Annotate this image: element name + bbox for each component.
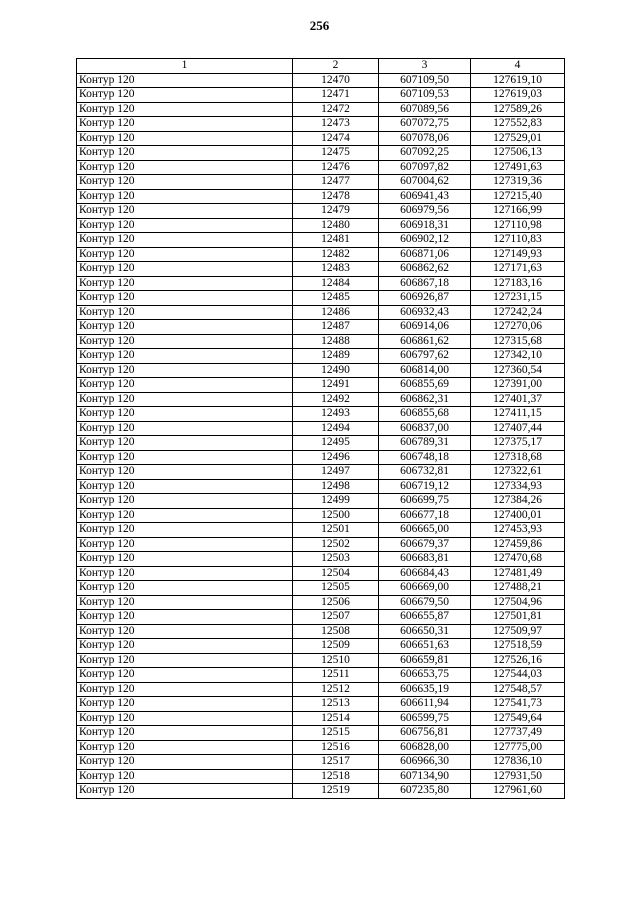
- point-number-cell: 12472: [293, 102, 379, 117]
- contour-name-cell: Контур 120: [77, 639, 293, 654]
- table-row: [77, 421, 565, 436]
- y-coordinate-cell: 127110,83: [471, 233, 565, 248]
- contour-name-cell: Контур 120: [77, 537, 293, 552]
- x-coordinate-cell: 607109,50: [379, 73, 471, 88]
- table-row: [77, 595, 565, 610]
- contour-name-cell: Контур 120: [77, 494, 293, 509]
- contour-name-cell: Контур 120: [77, 160, 293, 175]
- y-coordinate-cell: 127544,03: [471, 668, 565, 683]
- point-number-cell: 12515: [293, 726, 379, 741]
- contour-name-cell: Контур 120: [77, 436, 293, 451]
- point-number-cell: 12502: [293, 537, 379, 552]
- x-coordinate-cell: 606756,81: [379, 726, 471, 741]
- table-row: [77, 204, 565, 219]
- table-row: [77, 610, 565, 625]
- y-coordinate-cell: 127322,61: [471, 465, 565, 480]
- point-number-cell: 12500: [293, 508, 379, 523]
- table-body: [77, 73, 565, 798]
- x-coordinate-cell: 606855,68: [379, 407, 471, 422]
- y-coordinate-cell: 127149,93: [471, 247, 565, 262]
- contour-name-cell: Контур 120: [77, 726, 293, 741]
- contour-name-cell: Контур 120: [77, 117, 293, 132]
- x-coordinate-cell: 607089,56: [379, 102, 471, 117]
- y-coordinate-cell: 127166,99: [471, 204, 565, 219]
- point-number-cell: 12518: [293, 769, 379, 784]
- point-number-cell: 12489: [293, 349, 379, 364]
- contour-name-cell: Контур 120: [77, 479, 293, 494]
- table-row: [77, 131, 565, 146]
- table-row: [77, 436, 565, 451]
- table-row: [77, 175, 565, 190]
- point-number-cell: 12504: [293, 566, 379, 581]
- y-coordinate-cell: 127375,17: [471, 436, 565, 451]
- x-coordinate-cell: 606828,00: [379, 740, 471, 755]
- point-number-cell: 12508: [293, 624, 379, 639]
- x-coordinate-cell: 606837,00: [379, 421, 471, 436]
- x-coordinate-cell: 606655,87: [379, 610, 471, 625]
- contour-name-cell: Контур 120: [77, 146, 293, 161]
- point-number-cell: 12475: [293, 146, 379, 161]
- table-row: [77, 146, 565, 161]
- contour-name-cell: Контур 120: [77, 697, 293, 712]
- point-number-cell: 12480: [293, 218, 379, 233]
- point-number-cell: 12497: [293, 465, 379, 480]
- table-row: [77, 494, 565, 509]
- contour-name-cell: Контур 120: [77, 624, 293, 639]
- point-number-cell: 12496: [293, 450, 379, 465]
- contour-name-cell: Контур 120: [77, 175, 293, 190]
- table-row: [77, 276, 565, 291]
- point-number-cell: 12507: [293, 610, 379, 625]
- point-number-cell: 12511: [293, 668, 379, 683]
- x-coordinate-cell: 606679,37: [379, 537, 471, 552]
- y-coordinate-cell: 127529,01: [471, 131, 565, 146]
- y-coordinate-cell: 127509,97: [471, 624, 565, 639]
- contour-name-cell: Контур 120: [77, 610, 293, 625]
- y-coordinate-cell: 127318,68: [471, 450, 565, 465]
- point-number-cell: 12476: [293, 160, 379, 175]
- table-row: [77, 581, 565, 596]
- table-header-row: [77, 59, 565, 74]
- x-coordinate-cell: 606862,62: [379, 262, 471, 277]
- point-number-cell: 12479: [293, 204, 379, 219]
- y-coordinate-cell: 127488,21: [471, 581, 565, 596]
- contour-name-cell: Контур 120: [77, 711, 293, 726]
- x-coordinate-cell: 606669,00: [379, 581, 471, 596]
- point-number-cell: 12514: [293, 711, 379, 726]
- contour-name-cell: Контур 120: [77, 465, 293, 480]
- y-coordinate-cell: 127481,49: [471, 566, 565, 581]
- table-row: [77, 102, 565, 117]
- table-row: [77, 769, 565, 784]
- x-coordinate-cell: 607004,62: [379, 175, 471, 190]
- point-number-cell: 12470: [293, 73, 379, 88]
- contour-name-cell: Контур 120: [77, 276, 293, 291]
- contour-name-cell: Контур 120: [77, 581, 293, 596]
- contour-name-cell: Контур 120: [77, 320, 293, 335]
- contour-name-cell: Контур 120: [77, 769, 293, 784]
- point-number-cell: 12506: [293, 595, 379, 610]
- y-coordinate-cell: 127407,44: [471, 421, 565, 436]
- y-coordinate-cell: 127619,10: [471, 73, 565, 88]
- point-number-cell: 12484: [293, 276, 379, 291]
- y-coordinate-cell: 127526,16: [471, 653, 565, 668]
- table-row: [77, 552, 565, 567]
- table-row: [77, 160, 565, 175]
- y-coordinate-cell: 127401,37: [471, 392, 565, 407]
- y-coordinate-cell: 127619,03: [471, 88, 565, 103]
- table-row: [77, 508, 565, 523]
- point-number-cell: 12488: [293, 334, 379, 349]
- x-coordinate-cell: 606677,18: [379, 508, 471, 523]
- y-coordinate-cell: 127737,49: [471, 726, 565, 741]
- contour-name-cell: Контур 120: [77, 668, 293, 683]
- y-coordinate-cell: 127315,68: [471, 334, 565, 349]
- table-row: [77, 682, 565, 697]
- column-header-3: 3: [379, 59, 471, 74]
- contour-name-cell: Контур 120: [77, 740, 293, 755]
- table-row: [77, 334, 565, 349]
- table-row: [77, 537, 565, 552]
- point-number-cell: 12510: [293, 653, 379, 668]
- contour-name-cell: Контур 120: [77, 233, 293, 248]
- table-row: [77, 711, 565, 726]
- y-coordinate-cell: 127342,10: [471, 349, 565, 364]
- x-coordinate-cell: 606861,62: [379, 334, 471, 349]
- x-coordinate-cell: 606679,50: [379, 595, 471, 610]
- point-number-cell: 12494: [293, 421, 379, 436]
- point-number-cell: 12503: [293, 552, 379, 567]
- column-header-1: 1: [77, 59, 293, 74]
- x-coordinate-cell: 606814,00: [379, 363, 471, 378]
- x-coordinate-cell: 606683,81: [379, 552, 471, 567]
- x-coordinate-cell: 606797,62: [379, 349, 471, 364]
- column-header-2: 2: [293, 59, 379, 74]
- table-row: [77, 653, 565, 668]
- y-coordinate-cell: 127552,83: [471, 117, 565, 132]
- table-row: [77, 740, 565, 755]
- x-coordinate-cell: 606871,06: [379, 247, 471, 262]
- contour-name-cell: Контур 120: [77, 247, 293, 262]
- x-coordinate-cell: 606862,31: [379, 392, 471, 407]
- x-coordinate-cell: 606611,94: [379, 697, 471, 712]
- x-coordinate-cell: 606867,18: [379, 276, 471, 291]
- y-coordinate-cell: 127110,98: [471, 218, 565, 233]
- table-row: [77, 465, 565, 480]
- x-coordinate-cell: 606635,19: [379, 682, 471, 697]
- point-number-cell: 12493: [293, 407, 379, 422]
- y-coordinate-cell: 127453,93: [471, 523, 565, 538]
- contour-name-cell: Контур 120: [77, 653, 293, 668]
- table-row: [77, 392, 565, 407]
- y-coordinate-cell: 127961,60: [471, 784, 565, 799]
- y-coordinate-cell: 127391,00: [471, 378, 565, 393]
- x-coordinate-cell: 607092,25: [379, 146, 471, 161]
- x-coordinate-cell: 606789,31: [379, 436, 471, 451]
- contour-name-cell: Контур 120: [77, 378, 293, 393]
- x-coordinate-cell: 606684,43: [379, 566, 471, 581]
- y-coordinate-cell: 127400,01: [471, 508, 565, 523]
- y-coordinate-cell: 127548,57: [471, 682, 565, 697]
- point-number-cell: 12491: [293, 378, 379, 393]
- table-row: [77, 73, 565, 88]
- table-row: [77, 697, 565, 712]
- y-coordinate-cell: 127215,40: [471, 189, 565, 204]
- x-coordinate-cell: 606650,31: [379, 624, 471, 639]
- y-coordinate-cell: 127931,50: [471, 769, 565, 784]
- y-coordinate-cell: 127411,15: [471, 407, 565, 422]
- table-row: [77, 624, 565, 639]
- table-row: [77, 566, 565, 581]
- table-row: [77, 639, 565, 654]
- x-coordinate-cell: 606659,81: [379, 653, 471, 668]
- point-number-cell: 12474: [293, 131, 379, 146]
- x-coordinate-cell: 606748,18: [379, 450, 471, 465]
- contour-name-cell: Контур 120: [77, 363, 293, 378]
- table-row: [77, 784, 565, 799]
- x-coordinate-cell: 606918,31: [379, 218, 471, 233]
- contour-name-cell: Контур 120: [77, 595, 293, 610]
- table-row: [77, 247, 565, 262]
- x-coordinate-cell: 607134,90: [379, 769, 471, 784]
- contour-name-cell: Контур 120: [77, 508, 293, 523]
- table-row: [77, 117, 565, 132]
- point-number-cell: 12490: [293, 363, 379, 378]
- contour-name-cell: Контур 120: [77, 73, 293, 88]
- point-number-cell: 12481: [293, 233, 379, 248]
- table-row: [77, 523, 565, 538]
- x-coordinate-cell: 606699,75: [379, 494, 471, 509]
- contour-name-cell: Контур 120: [77, 682, 293, 697]
- y-coordinate-cell: 127506,13: [471, 146, 565, 161]
- contour-name-cell: Контур 120: [77, 421, 293, 436]
- x-coordinate-cell: 606979,56: [379, 204, 471, 219]
- point-number-cell: 12501: [293, 523, 379, 538]
- point-number-cell: 12492: [293, 392, 379, 407]
- contour-name-cell: Контур 120: [77, 552, 293, 567]
- point-number-cell: 12473: [293, 117, 379, 132]
- point-number-cell: 12478: [293, 189, 379, 204]
- x-coordinate-cell: 606926,87: [379, 291, 471, 306]
- y-coordinate-cell: 127384,26: [471, 494, 565, 509]
- x-coordinate-cell: 607235,80: [379, 784, 471, 799]
- table-row: [77, 218, 565, 233]
- table-row: [77, 320, 565, 335]
- y-coordinate-cell: 127504,96: [471, 595, 565, 610]
- y-coordinate-cell: 127501,81: [471, 610, 565, 625]
- table-row: [77, 363, 565, 378]
- x-coordinate-cell: 606932,43: [379, 305, 471, 320]
- y-coordinate-cell: 127549,64: [471, 711, 565, 726]
- y-coordinate-cell: 127183,16: [471, 276, 565, 291]
- table-row: [77, 479, 565, 494]
- y-coordinate-cell: 127518,59: [471, 639, 565, 654]
- table-row: [77, 755, 565, 770]
- y-coordinate-cell: 127242,24: [471, 305, 565, 320]
- y-coordinate-cell: 127470,68: [471, 552, 565, 567]
- point-number-cell: 12483: [293, 262, 379, 277]
- table-row: [77, 668, 565, 683]
- point-number-cell: 12477: [293, 175, 379, 190]
- y-coordinate-cell: 127589,26: [471, 102, 565, 117]
- y-coordinate-cell: 127171,63: [471, 262, 565, 277]
- contour-name-cell: Контур 120: [77, 523, 293, 538]
- contour-name-cell: Контур 120: [77, 218, 293, 233]
- x-coordinate-cell: 606653,75: [379, 668, 471, 683]
- y-coordinate-cell: 127775,00: [471, 740, 565, 755]
- contour-name-cell: Контур 120: [77, 392, 293, 407]
- contour-name-cell: Контур 120: [77, 204, 293, 219]
- y-coordinate-cell: 127459,86: [471, 537, 565, 552]
- x-coordinate-cell: 606914,06: [379, 320, 471, 335]
- x-coordinate-cell: 606902,12: [379, 233, 471, 248]
- table-row: [77, 726, 565, 741]
- point-number-cell: 12471: [293, 88, 379, 103]
- x-coordinate-cell: 606719,12: [379, 479, 471, 494]
- table-row: [77, 88, 565, 103]
- contour-name-cell: Контур 120: [77, 131, 293, 146]
- point-number-cell: 12505: [293, 581, 379, 596]
- point-number-cell: 12498: [293, 479, 379, 494]
- point-number-cell: 12485: [293, 291, 379, 306]
- contour-name-cell: Контур 120: [77, 784, 293, 799]
- x-coordinate-cell: 607072,75: [379, 117, 471, 132]
- table-row: [77, 305, 565, 320]
- point-number-cell: 12509: [293, 639, 379, 654]
- x-coordinate-cell: 606732,81: [379, 465, 471, 480]
- contour-name-cell: Контур 120: [77, 102, 293, 117]
- contour-name-cell: Контур 120: [77, 755, 293, 770]
- x-coordinate-cell: 606665,00: [379, 523, 471, 538]
- x-coordinate-cell: 607109,53: [379, 88, 471, 103]
- y-coordinate-cell: 127836,10: [471, 755, 565, 770]
- point-number-cell: 12486: [293, 305, 379, 320]
- contour-name-cell: Контур 120: [77, 407, 293, 422]
- point-number-cell: 12482: [293, 247, 379, 262]
- contour-name-cell: Контур 120: [77, 334, 293, 349]
- y-coordinate-cell: 127541,73: [471, 697, 565, 712]
- x-coordinate-cell: 606941,43: [379, 189, 471, 204]
- contour-name-cell: Контур 120: [77, 291, 293, 306]
- column-header-4: 4: [471, 59, 565, 74]
- point-number-cell: 12499: [293, 494, 379, 509]
- table-row: [77, 233, 565, 248]
- y-coordinate-cell: 127360,54: [471, 363, 565, 378]
- page-number: 256: [309, 18, 330, 33]
- x-coordinate-cell: 606651,63: [379, 639, 471, 654]
- table-row: [77, 349, 565, 364]
- point-number-cell: 12487: [293, 320, 379, 335]
- coordinates-table: [76, 58, 565, 799]
- contour-name-cell: Контур 120: [77, 450, 293, 465]
- y-coordinate-cell: 127334,93: [471, 479, 565, 494]
- x-coordinate-cell: 606966,30: [379, 755, 471, 770]
- y-coordinate-cell: 127270,06: [471, 320, 565, 335]
- point-number-cell: 12495: [293, 436, 379, 451]
- point-number-cell: 12516: [293, 740, 379, 755]
- point-number-cell: 12513: [293, 697, 379, 712]
- y-coordinate-cell: 127491,63: [471, 160, 565, 175]
- contour-name-cell: Контур 120: [77, 88, 293, 103]
- table-row: [77, 291, 565, 306]
- contour-name-cell: Контур 120: [77, 305, 293, 320]
- x-coordinate-cell: 606855,69: [379, 378, 471, 393]
- y-coordinate-cell: 127231,15: [471, 291, 565, 306]
- contour-name-cell: Контур 120: [77, 349, 293, 364]
- table-row: [77, 189, 565, 204]
- x-coordinate-cell: 607078,06: [379, 131, 471, 146]
- table-row: [77, 450, 565, 465]
- x-coordinate-cell: 606599,75: [379, 711, 471, 726]
- x-coordinate-cell: 607097,82: [379, 160, 471, 175]
- contour-name-cell: Контур 120: [77, 262, 293, 277]
- point-number-cell: 12519: [293, 784, 379, 799]
- contour-name-cell: Контур 120: [77, 566, 293, 581]
- table-row: [77, 407, 565, 422]
- point-number-cell: 12512: [293, 682, 379, 697]
- y-coordinate-cell: 127319,36: [471, 175, 565, 190]
- contour-name-cell: Контур 120: [77, 189, 293, 204]
- point-number-cell: 12517: [293, 755, 379, 770]
- table-row: [77, 378, 565, 393]
- table-row: [77, 262, 565, 277]
